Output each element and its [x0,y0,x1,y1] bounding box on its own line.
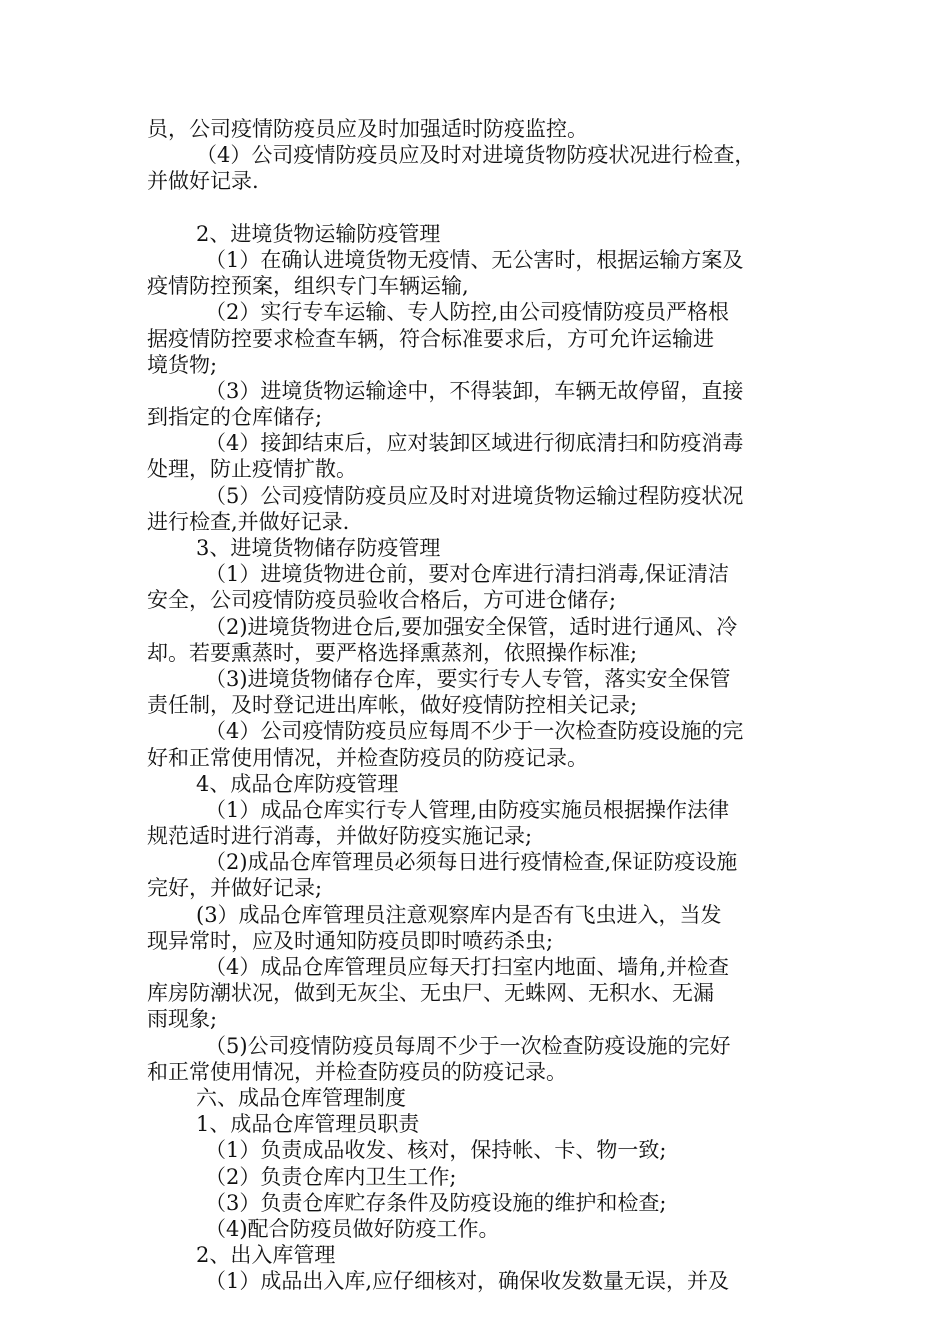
section-heading: 4、成品仓库防疫管理 [196,771,399,796]
text-line: （5)公司疫情防疫员每周不少于一次检查防疫设施的完好 [205,1033,731,1058]
text-line: （5）公司疫情防疫员应及时对进境货物运输过程防疫状况 [205,483,744,508]
text-line: （2)成品仓库管理员必须每日进行疫情检查,保证防疫设施 [205,850,738,875]
text-line: 境货物; [147,352,218,377]
text-line: 到指定的仓库储存; [147,405,323,430]
text-line: （1）进境货物进仓前，要对仓库进行清扫消毒,保证清洁 [205,562,730,587]
document-body [147,116,807,1294]
text-line: 却。若要熏蒸时，要严格选择熏蒸剂，依照操作标准; [147,640,638,665]
section-heading: 2、进境货物运输防疫管理 [196,221,441,246]
text-line: 雨现象; [147,1007,218,1032]
blank-line [147,195,807,221]
text-line: （2）负责仓库内卫生工作; [205,1164,457,1189]
text-line: （3）负责仓库贮存条件及防疫设施的维护和检查; [205,1190,667,1215]
section-heading: 1、成品仓库管理员职责 [196,1112,420,1137]
text-line: 规范适时进行消毒，并做好防疫实施记录; [147,824,533,849]
text-line: 完好，并做好记录; [147,876,323,901]
text-line: （1）在确认进境货物无疫情、无公害时，根据运输方案及 [205,247,744,272]
text-line: （4）成品仓库管理员应每天打扫室内地面、墙角,并检查 [205,955,730,979]
text-line: 库房防潮状况，做到无灰尘、无虫尸、无蛛网、无积水、无漏 [147,981,714,1006]
text-line: （2)进境货物进仓后,要加强安全保管，适时进行通风、冷 [205,614,738,639]
text-line: （3）进境货物运输途中，不得装卸，车辆无故停留，直接 [205,378,744,403]
text-line: 责任制，及时登记进出库帐，做好疫情防控相关记录; [147,693,638,718]
text-line: （4）公司疫情防疫员应每周不少于一次检查防疫设施的完 [205,719,744,744]
text-line: 并做好记录. [147,169,259,194]
text-line: （4）接卸结束后，应对装卸区域进行彻底清扫和防疫消毒 [205,431,744,456]
text-line: 进行检查,并做好记录. [147,509,350,534]
section-heading: 3、进境货物储存防疫管理 [196,536,441,560]
text-line: 好和正常使用情况，并检查防疫员的防疫记录。 [147,745,588,770]
section-heading: 2、出入库管理 [196,1243,336,1268]
text-line: （1）成品出入库,应仔细核对，确保收发数量无误，并及 [205,1269,730,1294]
text-line: （3)进境货物储存仓库，要实行专人专管，落实安全保管 [205,666,731,691]
text-line: （2）实行专车运输、专人防控,由公司疫情防疫员严格根 [205,300,730,325]
section-heading: 六、成品仓库管理制度 [196,1085,406,1110]
text-line: 安全，公司疫情防疫员验收合格后，方可进仓储存; [147,588,617,613]
text-line: 疫情防控预案，组织专门车辆运输, [147,274,469,299]
text-line: （4）公司疫情防疫员应及时对进境货物防疫状况进行检查， [196,143,756,168]
text-line: 现异常时，应及时通知防疫员即时喷药杀虫; [147,928,554,953]
text-line: 员，公司疫情防疫员应及时加强适时防疫监控。 [147,117,588,141]
text-line: （4)配合防疫员做好防疫工作。 [205,1216,500,1241]
text-line: （1）成品仓库实行专人管理,由防疫实施员根据操作法律 [205,797,730,822]
text-line: (3）成品仓库管理员注意观察库内是否有飞虫进入，当发 [196,902,722,927]
text-line: 据疫情防控要求检查车辆，符合标准要求后，方可允许运输进 [147,326,714,351]
text-line: 处理，防止疫情扩散。 [147,457,357,482]
text-line: （1）负责成品收发、核对，保持帐、卡、物一致; [205,1138,667,1163]
text-line: 和正常使用情况，并检查防疫员的防疫记录。 [147,1059,567,1084]
